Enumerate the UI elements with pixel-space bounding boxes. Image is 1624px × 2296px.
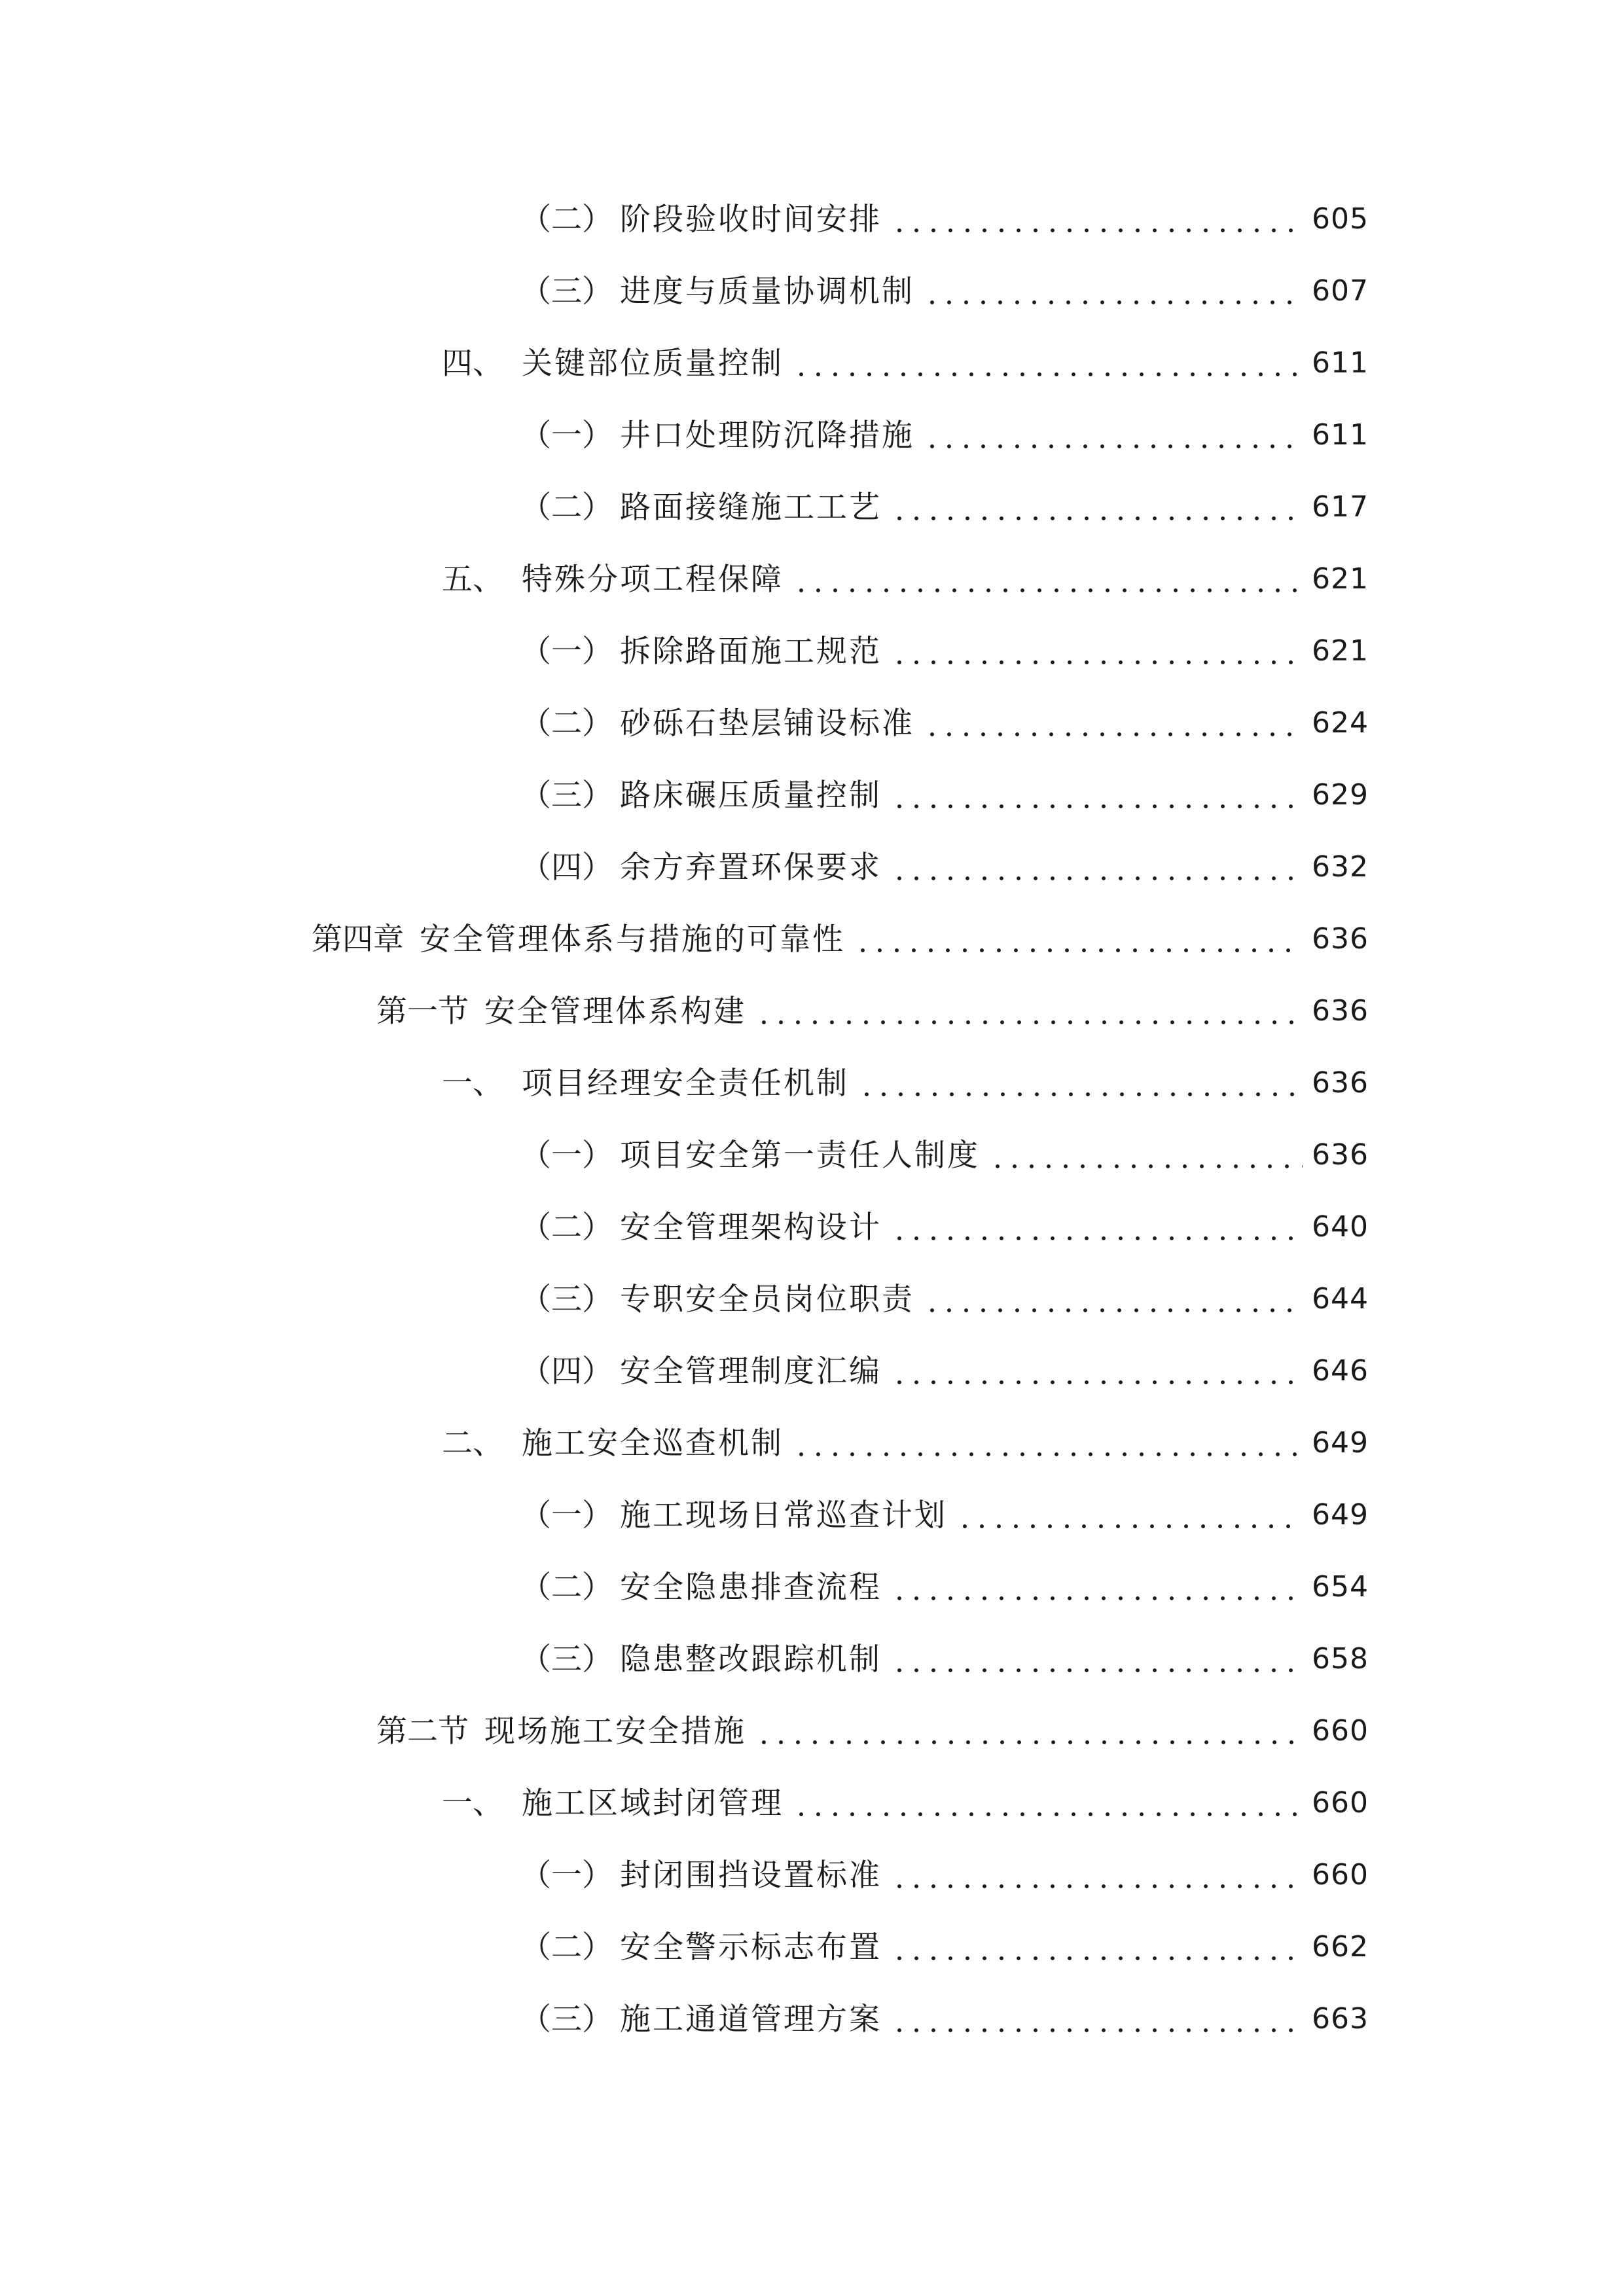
toc-entry-title: 安全隐患排查流程 (620, 1569, 882, 1605)
toc-dot-leader (854, 924, 1303, 955)
toc-dot-leader (891, 2004, 1303, 2035)
toc-entry[interactable] (0, 759, 1624, 831)
toc-entry[interactable] (0, 543, 1624, 615)
toc-entry-title: 路床碾压质量控制 (620, 777, 882, 814)
toc-entry-title: 安全管理体系与措施的可靠性 (420, 921, 845, 958)
toc-entry-page: 611 (1312, 418, 1369, 452)
toc-entry-page: 632 (1312, 850, 1369, 884)
toc-entry[interactable] (0, 1983, 1624, 2055)
toc-entry-page: 636 (1312, 1066, 1369, 1100)
toc-entry-title: 项目经理安全责任机制 (522, 1065, 849, 1102)
toc-entry-page: 654 (1312, 1570, 1369, 1604)
toc-entry-title: 隐患整改跟踪机制 (620, 1641, 882, 1677)
toc-entry-page: 607 (1312, 274, 1369, 308)
toc-entry[interactable] (0, 399, 1624, 471)
toc-entry-number: （三） (520, 2001, 613, 2037)
toc-entry-page: 649 (1312, 1426, 1369, 1460)
toc-dot-leader (793, 348, 1303, 379)
toc-entry-page: 636 (1312, 922, 1369, 956)
toc-dot-leader (858, 1068, 1303, 1099)
toc-dot-leader (891, 204, 1303, 235)
toc-entry-page: 662 (1312, 1930, 1369, 1964)
toc-entry-page: 660 (1312, 1714, 1369, 1748)
toc-dot-leader (924, 420, 1303, 451)
toc-entry[interactable] (0, 1263, 1624, 1335)
toc-dot-leader (891, 1932, 1303, 1963)
toc-entry-title: 现场施工安全措施 (484, 1713, 746, 1749)
toc-entry-number: （三） (520, 1641, 613, 1677)
toc-dot-leader (891, 780, 1303, 811)
toc-entry[interactable] (0, 615, 1624, 687)
toc-entry-title: 砂砾石垫层铺设标准 (620, 705, 914, 742)
toc-entry[interactable] (0, 1191, 1624, 1263)
toc-entry-title: 路面接缝施工工艺 (620, 489, 882, 526)
toc-entry-number: 二、 (442, 1425, 503, 1462)
toc-entry-title: 封闭围挡设置标准 (620, 1857, 882, 1893)
toc-entry-page: 640 (1312, 1210, 1369, 1244)
toc-entry-number: （二） (520, 1209, 613, 1246)
toc-entry-page: 660 (1312, 1786, 1369, 1820)
toc-entry-page: 636 (1312, 994, 1369, 1028)
toc-dot-leader (924, 708, 1303, 739)
toc-entry-number: 四、 (442, 345, 503, 382)
toc-entry-title: 关键部位质量控制 (522, 345, 784, 382)
toc-entry[interactable] (0, 183, 1624, 255)
toc-entry-number: （一） (520, 1857, 613, 1893)
toc-entry-title: 特殊分项工程保障 (522, 561, 784, 598)
toc-entry-page: 617 (1312, 490, 1369, 524)
toc-entry-number: （二） (520, 1569, 613, 1605)
table-of-contents (0, 183, 1624, 2055)
toc-dot-leader (891, 636, 1303, 667)
toc-entry-page: 649 (1312, 1498, 1369, 1532)
toc-entry[interactable] (0, 1623, 1624, 1695)
toc-entry-page: 646 (1312, 1354, 1369, 1388)
toc-dot-leader (793, 1788, 1303, 1819)
toc-entry[interactable] (0, 1551, 1624, 1623)
toc-entry-page: 636 (1312, 1138, 1369, 1172)
toc-entry[interactable] (0, 831, 1624, 903)
toc-dot-leader (924, 1284, 1303, 1315)
toc-dot-leader (891, 852, 1303, 883)
toc-dot-leader (755, 1716, 1303, 1747)
toc-entry-number: 第一节 (376, 993, 469, 1030)
toc-entry[interactable] (0, 1407, 1624, 1479)
toc-entry[interactable] (0, 255, 1624, 327)
toc-entry[interactable] (0, 687, 1624, 759)
toc-entry-title: 专职安全员岗位职责 (620, 1281, 914, 1318)
toc-entry-page: 658 (1312, 1642, 1369, 1676)
toc-entry[interactable] (0, 327, 1624, 399)
toc-entry[interactable] (0, 1335, 1624, 1407)
toc-entry-title: 进度与质量协调机制 (620, 273, 914, 310)
toc-entry-number: （二） (520, 201, 613, 238)
toc-entry-number: 第四章 (312, 921, 404, 958)
toc-entry-title: 施工安全巡查机制 (522, 1425, 784, 1462)
toc-dot-leader (989, 1140, 1303, 1171)
toc-entry-number: （一） (520, 1497, 613, 1534)
toc-entry[interactable] (0, 1767, 1624, 1839)
toc-entry-title: 井口处理防沉降措施 (620, 417, 914, 454)
toc-entry-number: （一） (520, 1137, 613, 1174)
toc-entry-chapter[interactable] (0, 903, 1624, 975)
toc-entry-section[interactable] (0, 1695, 1624, 1767)
toc-entry-number: 一、 (442, 1785, 503, 1821)
toc-entry-number: 第二节 (376, 1713, 469, 1749)
toc-entry-title: 施工区域封闭管理 (522, 1785, 784, 1821)
toc-entry-number: 一、 (442, 1065, 503, 1102)
toc-entry[interactable] (0, 1047, 1624, 1119)
toc-entry-title: 施工通道管理方案 (620, 2001, 882, 2037)
toc-entry-title: 安全警示标志布置 (620, 1929, 882, 1965)
toc-entry-title: 阶段验收时间安排 (620, 201, 882, 238)
toc-entry-page: 660 (1312, 1858, 1369, 1892)
toc-entry-title: 余方弃置环保要求 (620, 849, 882, 886)
toc-entry-page: 621 (1312, 562, 1369, 596)
toc-entry-number: （二） (520, 705, 613, 742)
toc-entry-page: 605 (1312, 202, 1369, 236)
toc-entry-number: （三） (520, 1281, 613, 1318)
toc-dot-leader (755, 996, 1303, 1027)
toc-entry-number: （三） (520, 273, 613, 310)
toc-entry-title: 拆除路面施工规范 (620, 633, 882, 670)
toc-entry-page: 644 (1312, 1282, 1369, 1316)
toc-entry[interactable] (0, 1911, 1624, 1983)
toc-dot-leader (956, 1500, 1303, 1531)
toc-entry-number: （一） (520, 633, 613, 670)
toc-entry-page: 621 (1312, 634, 1369, 668)
toc-entry-number: （四） (520, 1353, 613, 1390)
toc-entry-title: 安全管理制度汇编 (620, 1353, 882, 1390)
toc-entry-number: （二） (520, 489, 613, 526)
toc-entry[interactable] (0, 1839, 1624, 1911)
toc-entry-title: 施工现场日常巡查计划 (620, 1497, 947, 1534)
toc-dot-leader (891, 1572, 1303, 1603)
toc-entry-section[interactable] (0, 975, 1624, 1047)
toc-entry-number: 五、 (442, 561, 503, 598)
toc-entry[interactable] (0, 471, 1624, 543)
toc-entry-page: 624 (1312, 706, 1369, 740)
toc-entry-page: 663 (1312, 2002, 1369, 2036)
toc-dot-leader (891, 492, 1303, 523)
toc-entry-number: （三） (520, 777, 613, 814)
toc-entry-page: 611 (1312, 346, 1369, 380)
toc-entry-number: （二） (520, 1929, 613, 1965)
toc-dot-leader (924, 276, 1303, 307)
toc-dot-leader (891, 1860, 1303, 1891)
toc-dot-leader (891, 1356, 1303, 1387)
toc-entry-number: （一） (520, 417, 613, 454)
toc-dot-leader (793, 1428, 1303, 1459)
toc-dot-leader (891, 1644, 1303, 1675)
toc-entry-number: （四） (520, 849, 613, 886)
toc-entry-page: 629 (1312, 778, 1369, 812)
toc-dot-leader (891, 1212, 1303, 1243)
toc-entry-title: 安全管理架构设计 (620, 1209, 882, 1246)
toc-dot-leader (793, 564, 1303, 595)
toc-entry-title: 项目安全第一责任人制度 (620, 1137, 980, 1174)
toc-entry[interactable] (0, 1479, 1624, 1551)
toc-entry[interactable] (0, 1119, 1624, 1191)
toc-entry-title: 安全管理体系构建 (484, 993, 746, 1030)
